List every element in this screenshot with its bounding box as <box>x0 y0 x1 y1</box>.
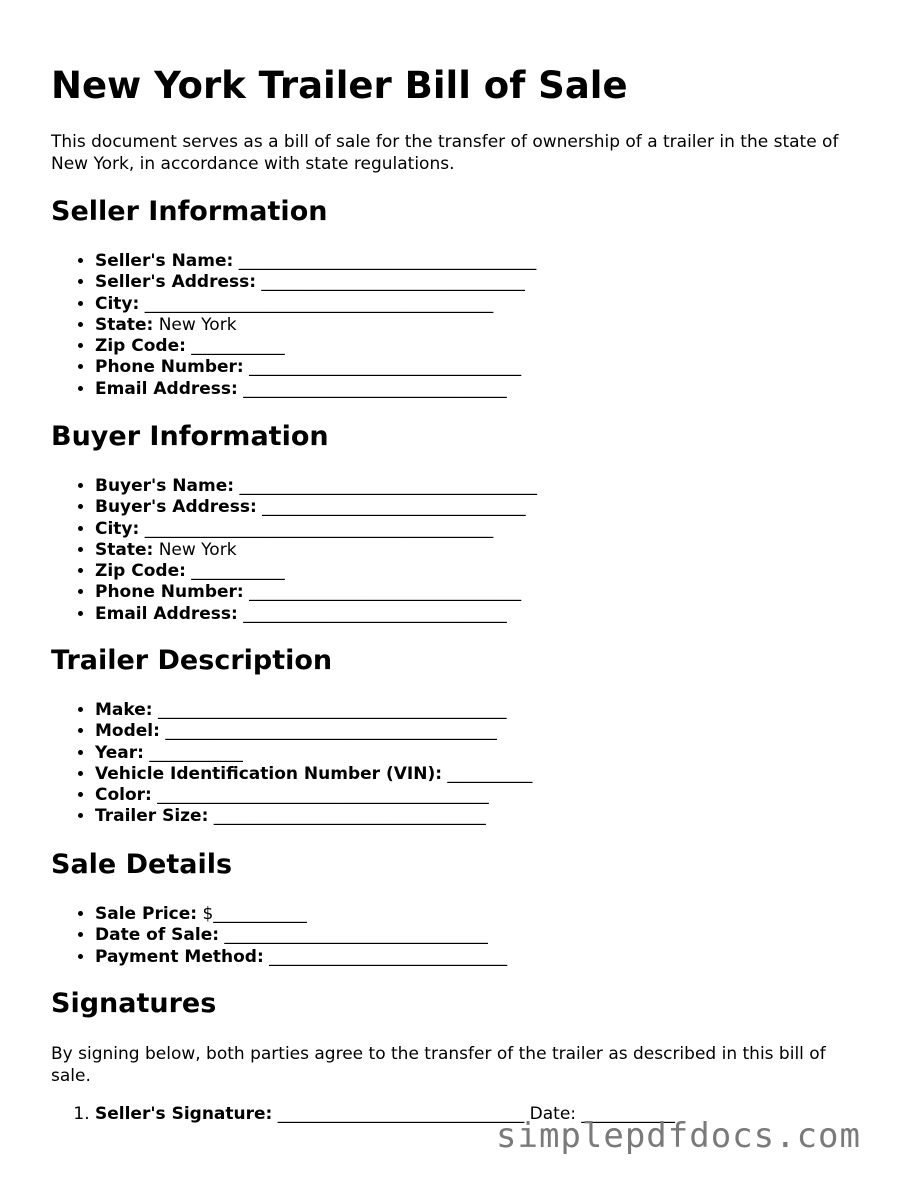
field-value: ____________________________ <box>263 946 508 967</box>
trailer-model-field[interactable] <box>95 721 532 742</box>
field-value: ________________________________ <box>208 806 486 827</box>
sale-field-list <box>51 904 507 968</box>
field-label: Color: <box>95 785 152 806</box>
sale-date-field[interactable] <box>95 925 507 946</box>
field-value: ___________ <box>185 561 285 582</box>
intro-paragraph: This document serves as a bill of sale for the transfer of ownership of a trailer in the state of New York, in accordance with state regulations. <box>51 132 839 174</box>
field-label: Make: <box>95 700 153 720</box>
buyer-address-field[interactable] <box>95 497 537 518</box>
field-label: City: <box>95 293 140 314</box>
buyer-name-field[interactable] <box>95 476 537 497</box>
field-value: ___________________________________ <box>233 251 537 271</box>
seller-email-field[interactable] <box>95 379 536 400</box>
field-value: _________________________________________ <box>139 518 494 539</box>
signatures-heading: Signatures <box>51 988 217 1019</box>
buyer-state-field <box>95 540 537 561</box>
field-value: New York <box>153 539 237 560</box>
field-value: __________ <box>442 763 533 784</box>
buyer-phone-field[interactable] <box>95 582 537 603</box>
field-value: _______________________________ <box>237 603 507 624</box>
field-value: _______________________________ <box>256 272 525 293</box>
field-value: $___________ <box>197 904 307 924</box>
buyer-email-field[interactable] <box>95 604 537 625</box>
field-value: ________________________________ <box>243 582 522 603</box>
field-label: Phone Number: <box>95 357 244 378</box>
buyer-field-list <box>51 476 537 625</box>
seller-zip-field[interactable] <box>95 336 536 357</box>
seller-city-field[interactable] <box>95 294 536 315</box>
sale-price-field[interactable] <box>95 904 507 925</box>
field-value: _______________________________ <box>219 925 488 946</box>
field-label: Trailer Size: <box>95 806 209 827</box>
field-label: Vehicle Identification Number (VIN): <box>95 763 443 784</box>
field-value: _____________________________ Date: ___________ <box>272 1104 675 1124</box>
trailer-size-field[interactable] <box>95 806 532 827</box>
trailer-make-field[interactable] <box>95 700 532 721</box>
field-value: _______________________________________ <box>159 721 497 742</box>
field-label: Buyer's Address: <box>95 497 257 518</box>
seller-phone-field[interactable] <box>95 357 536 378</box>
trailer-year-field[interactable] <box>95 743 532 764</box>
trailer-color-field[interactable] <box>95 785 532 806</box>
field-value: ________________________________ <box>243 357 522 378</box>
field-value: _______________________________ <box>256 497 526 518</box>
seller-heading: Seller Information <box>51 196 328 227</box>
field-value: ___________ <box>143 742 243 763</box>
field-label: Email Address: <box>95 378 238 399</box>
field-value: _________________________________________ <box>139 293 494 314</box>
field-label: Phone Number: <box>95 582 244 603</box>
page-title: New York Trailer Bill of Sale <box>51 64 628 107</box>
trailer-field-list <box>51 700 532 828</box>
field-value: _______________________________________ <box>151 785 489 806</box>
seller-address-field[interactable] <box>95 272 536 293</box>
seller-name-field[interactable] <box>95 251 536 272</box>
buyer-zip-field[interactable] <box>95 561 537 582</box>
field-label: Seller's Address: <box>95 272 257 293</box>
seller-state-field <box>95 315 536 336</box>
sale-heading: Sale Details <box>51 849 233 880</box>
signatures-paragraph: By signing below, both parties agree to the transfer of the trailer as described in this bill of sale. <box>51 1044 826 1086</box>
buyer-heading: Buyer Information <box>51 421 329 452</box>
field-value: ___________ <box>185 336 285 357</box>
payment-method-field[interactable] <box>95 947 507 968</box>
field-label: Zip Code: <box>95 336 186 357</box>
field-value: _________________________________________ <box>152 700 507 720</box>
watermark-text: simplepdfdocs.com <box>496 1116 861 1156</box>
field-value: New York <box>153 314 237 335</box>
field-value: _______________________________ <box>237 378 507 399</box>
field-label: Seller's Name: <box>95 251 234 271</box>
seller-field-list <box>51 251 536 400</box>
field-label: Sale Price: <box>95 904 198 924</box>
buyer-city-field[interactable] <box>95 519 537 540</box>
field-label: Buyer's Name: <box>95 476 235 496</box>
field-label: State: <box>95 314 154 335</box>
field-label: State: <box>95 539 154 560</box>
trailer-vin-field[interactable] <box>95 764 532 785</box>
field-label: Payment Method: <box>95 946 264 967</box>
field-label: Date of Sale: <box>95 925 220 946</box>
trailer-heading: Trailer Description <box>51 645 333 676</box>
field-label: Email Address: <box>95 603 238 624</box>
field-label: Year: <box>95 742 144 763</box>
field-label: Zip Code: <box>95 561 186 582</box>
field-value: ___________________________________ <box>234 476 537 496</box>
field-label: City: <box>95 518 140 539</box>
field-label: Seller's Signature: <box>95 1104 273 1124</box>
field-label: Model: <box>95 721 160 742</box>
